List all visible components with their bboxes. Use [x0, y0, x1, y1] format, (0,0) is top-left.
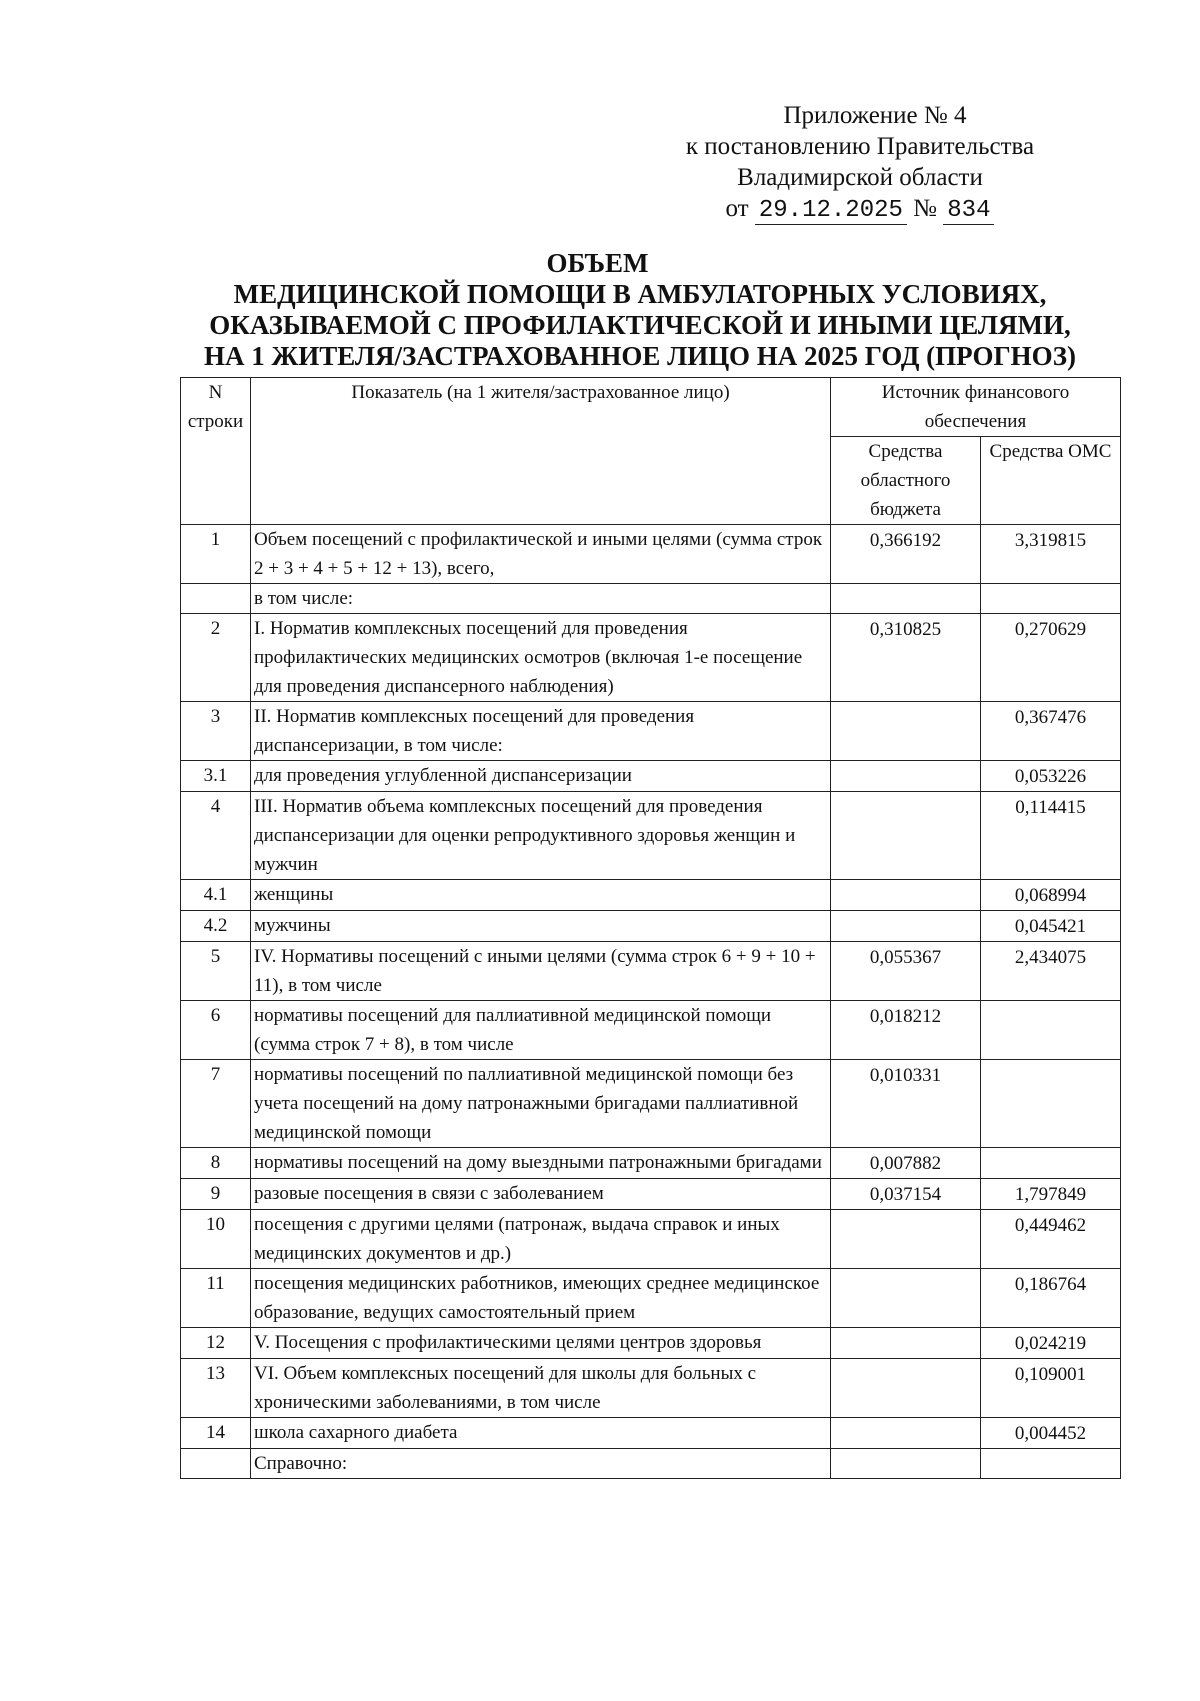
- indicator-cell: IV. Нормативы посещений с иными целями (сумма строк 6 + 9 + 10 + 11), в том числе: [251, 942, 831, 1001]
- table-body: [181, 525, 1121, 1479]
- table-row: [181, 1001, 1121, 1060]
- table-row: [181, 1060, 1121, 1148]
- table-row: [181, 880, 1121, 911]
- header-row-number: N строки: [181, 378, 251, 525]
- indicator-cell: I. Норматив комплексных посещений для проведения профилактических медицинских осмотров (включая 1-е посещение для проведения диспансерного наблюдения): [251, 614, 831, 702]
- table-row: [181, 1328, 1121, 1359]
- indicator-cell: V. Посещения с профилактическими целями центров здоровья: [251, 1328, 831, 1359]
- regional-budget-value: 0,018212: [831, 1001, 981, 1060]
- oms-value: 0,045421: [981, 911, 1121, 942]
- indicator-cell: школа сахарного диабета: [251, 1418, 831, 1449]
- resolution-date: 29.12.2025: [755, 197, 907, 225]
- row-number-cell: 1: [181, 525, 251, 584]
- appendix-line-2: к постановлению Правительства: [685, 133, 1035, 160]
- oms-value: 2,434075: [981, 942, 1121, 1001]
- oms-value: 0,004452: [981, 1418, 1121, 1449]
- regional-budget-value: [831, 792, 981, 880]
- row-number-cell: 3: [181, 702, 251, 761]
- oms-value: 0,367476: [981, 702, 1121, 761]
- table-row: [181, 614, 1121, 702]
- table-row: [181, 1179, 1121, 1210]
- indicator-cell: нормативы посещений по паллиативной медицинской помощи без учета посещений на дому патронажными бригадами паллиативной медицинской помощи: [251, 1060, 831, 1148]
- regional-budget-value: 0,310825: [831, 614, 981, 702]
- table-row: [181, 1418, 1121, 1449]
- regional-budget-value: [831, 1210, 981, 1269]
- oms-value: 0,109001: [981, 1359, 1121, 1418]
- regional-budget-value: [831, 1328, 981, 1359]
- oms-value: 1,797849: [981, 1179, 1121, 1210]
- table-row: [181, 911, 1121, 942]
- regional-budget-value: 0,366192: [831, 525, 981, 584]
- date-prefix: от: [725, 195, 749, 222]
- oms-value: 0,053226: [981, 761, 1121, 792]
- indicator-cell: III. Норматив объема комплексных посещений для проведения диспансеризации для оценки репродуктивного здоровья женщин и мужчин: [251, 792, 831, 880]
- title-line-1: ОБЪЕМ: [546, 248, 649, 278]
- oms-value: 0,068994: [981, 880, 1121, 911]
- regional-budget-value: 0,055367: [831, 942, 981, 1001]
- indicator-cell: посещения медицинских работников, имеющих среднее медицинское образование, ведущих самостоятельный прием: [251, 1269, 831, 1328]
- table-row: [181, 702, 1121, 761]
- indicator-cell: Объем посещений с профилактической и иными целями (сумма строк 2 + 3 + 4 + 5 + 12 + 13), всего,: [251, 525, 831, 584]
- row-number-cell: 10: [181, 1210, 251, 1269]
- document-title: [160, 248, 1120, 372]
- table-row: [181, 1359, 1121, 1418]
- indicator-cell: посещения с другими целями (патронаж, выдача справок и иных медицинских документов и др.): [251, 1210, 831, 1269]
- regional-budget-value: [831, 911, 981, 942]
- oms-value: 0,024219: [981, 1328, 1121, 1359]
- row-number-cell: [181, 584, 251, 614]
- regional-budget-value: [831, 1269, 981, 1328]
- header-funding-source: Источник финансового обеспечения: [831, 378, 1121, 437]
- title-line-2: МЕДИЦИНСКОЙ ПОМОЩИ В АМБУЛАТОРНЫХ УСЛОВИЯХ,: [233, 279, 1047, 309]
- resolution-number: 834: [943, 197, 994, 225]
- regional-budget-value: [831, 761, 981, 792]
- oms-value: [981, 584, 1121, 614]
- indicator-cell: для проведения углубленной диспансеризации: [251, 761, 831, 792]
- table-row: [181, 1269, 1121, 1328]
- table-row: [181, 792, 1121, 880]
- indicator-cell: женщины: [251, 880, 831, 911]
- row-number-cell: 3.1: [181, 761, 251, 792]
- title-line-4: НА 1 ЖИТЕЛЯ/ЗАСТРАХОВАННОЕ ЛИЦО НА 2025 ГОД (ПРОГНОЗ): [204, 341, 1076, 371]
- indicator-cell: VI. Объем комплексных посещений для школы для больных с хроническими заболеваниями, в том числе: [251, 1359, 831, 1418]
- oms-value: [981, 1060, 1121, 1148]
- oms-value: 0,449462: [981, 1210, 1121, 1269]
- regional-budget-value: [831, 1418, 981, 1449]
- row-number-cell: 11: [181, 1269, 251, 1328]
- table-row: [181, 942, 1121, 1001]
- oms-value: 3,319815: [981, 525, 1121, 584]
- row-number-cell: 9: [181, 1179, 251, 1210]
- indicator-cell: нормативы посещений для паллиативной медицинской помощи (сумма строк 7 + 8), в том числе: [251, 1001, 831, 1060]
- table-row: [181, 1449, 1121, 1479]
- row-number-cell: 8: [181, 1148, 251, 1179]
- table-row: [181, 1148, 1121, 1179]
- row-number-cell: 4.2: [181, 911, 251, 942]
- regional-budget-value: [831, 1449, 981, 1479]
- appendix-date-line: [640, 193, 1080, 226]
- indicator-cell: нормативы посещений на дому выездными патронажными бригадами: [251, 1148, 831, 1179]
- indicator-cell: в том числе:: [251, 584, 831, 614]
- header-regional-budget: Средства областного бюджета: [831, 437, 981, 525]
- indicator-cell: II. Норматив комплексных посещений для проведения диспансеризации, в том числе:: [251, 702, 831, 761]
- volume-table: [180, 377, 1121, 1479]
- row-number-cell: 2: [181, 614, 251, 702]
- header-indicator: Показатель (на 1 жителя/застрахованное лицо): [251, 378, 831, 525]
- table-row: [181, 1210, 1121, 1269]
- oms-value: [981, 1449, 1121, 1479]
- row-number-cell: 13: [181, 1359, 251, 1418]
- title-line-3: ОКАЗЫВАЕМОЙ С ПРОФИЛАКТИЧЕСКОЙ И ИНЫМИ ЦЕЛЯМИ,: [209, 310, 1071, 340]
- row-number-cell: 14: [181, 1418, 251, 1449]
- row-number-cell: 7: [181, 1060, 251, 1148]
- row-number-cell: [181, 1449, 251, 1479]
- row-number-cell: 12: [181, 1328, 251, 1359]
- appendix-number: Приложение № 4: [783, 102, 967, 129]
- indicator-cell: мужчины: [251, 911, 831, 942]
- indicator-cell: разовые посещения в связи с заболеванием: [251, 1179, 831, 1210]
- regional-budget-value: 0,010331: [831, 1060, 981, 1148]
- row-number-cell: 4: [181, 792, 251, 880]
- oms-value: [981, 1001, 1121, 1060]
- appendix-line-3: Владимирской области: [737, 164, 983, 191]
- table-header-row: [181, 378, 1121, 437]
- number-prefix: №: [913, 195, 938, 222]
- oms-value: 0,270629: [981, 614, 1121, 702]
- regional-budget-value: [831, 880, 981, 911]
- regional-budget-value: 0,007882: [831, 1148, 981, 1179]
- oms-value: 0,114415: [981, 792, 1121, 880]
- oms-value: 0,186764: [981, 1269, 1121, 1328]
- indicator-cell: Справочно:: [251, 1449, 831, 1479]
- row-number-cell: 6: [181, 1001, 251, 1060]
- appendix-header: [640, 100, 1080, 226]
- header-oms: Средства ОМС: [981, 437, 1121, 525]
- oms-value: [981, 1148, 1121, 1179]
- regional-budget-value: [831, 702, 981, 761]
- table-row: [181, 525, 1121, 584]
- row-number-cell: 4.1: [181, 880, 251, 911]
- row-number-cell: 5: [181, 942, 251, 1001]
- regional-budget-value: [831, 584, 981, 614]
- regional-budget-value: 0,037154: [831, 1179, 981, 1210]
- table-row: [181, 761, 1121, 792]
- regional-budget-value: [831, 1359, 981, 1418]
- table-row: [181, 584, 1121, 614]
